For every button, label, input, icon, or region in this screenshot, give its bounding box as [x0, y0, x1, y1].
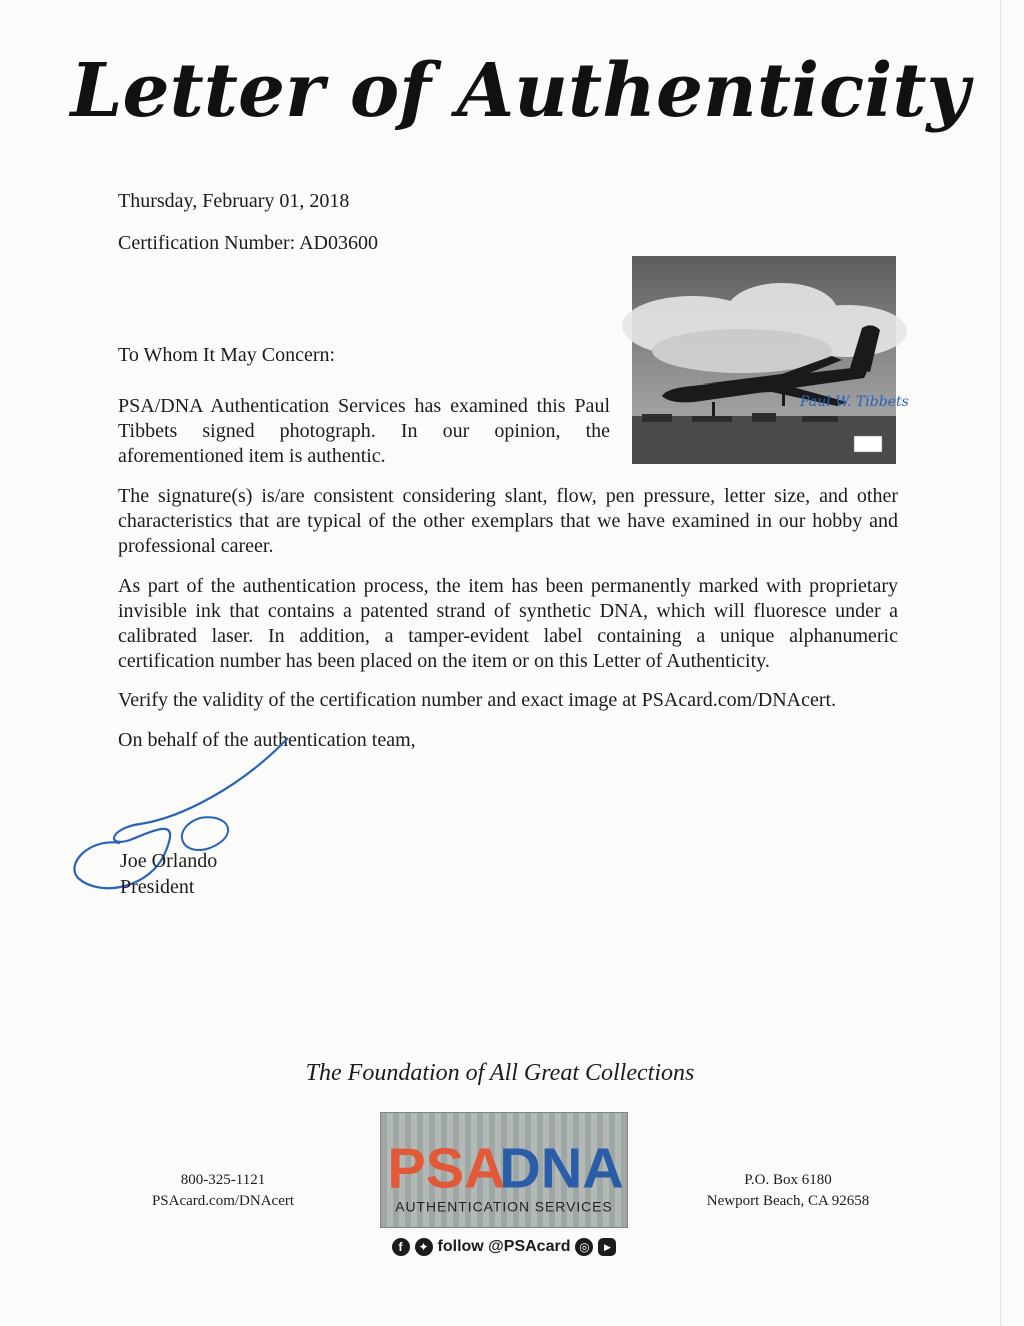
twitter-icon[interactable]: ✦ — [415, 1238, 433, 1256]
mailing-address — [668, 1170, 908, 1212]
psa-dna-logo — [380, 1112, 628, 1228]
paragraph-examined: PSA/DNA Authentication Services has examined this Paul Tibbets signed photograph. In our opinion, the aforementioned item is authentic. — [118, 395, 610, 467]
logo-subtitle: AUTHENTICATION SERVICES — [395, 1198, 613, 1215]
paragraph-signature: The signature(s) is/are consistent considering slant, flow, pen pressure, letter size, and other characteristics that are typical of the other exemplars that we have examined in our hobby and professional career. — [118, 485, 898, 557]
letter-title — [70, 24, 970, 174]
certification-number: Certification Number: AD03600 — [118, 232, 378, 254]
paragraph-verify: Verify the validity of the certification number and exact image at PSAcard.com/DNAcert. — [118, 689, 837, 711]
closing: On behalf of the authentication team, — [118, 729, 416, 751]
signed-photograph — [632, 256, 909, 464]
contact-info — [118, 1170, 328, 1212]
photo-autograph: Paul W. Tibbets — [800, 394, 909, 410]
salutation: To Whom It May Concern: — [118, 344, 336, 366]
logo-psa-text: PSA — [387, 1136, 506, 1201]
website-link: PSAcard.com/DNAcert — [151, 1193, 295, 1209]
facebook-icon[interactable]: f — [392, 1238, 410, 1256]
signer-name: Joe Orlando — [120, 850, 218, 872]
authentication-sticker — [854, 436, 882, 452]
page-edge — [1000, 0, 1001, 1326]
follow-text: follow @PSAcard — [437, 1238, 571, 1255]
social-follow-row — [384, 1232, 624, 1262]
city-state-zip: Newport Beach, CA 92658 — [706, 1193, 870, 1209]
po-box: P.O. Box 6180 — [744, 1172, 832, 1188]
phone-number: 800-325-1121 — [180, 1172, 266, 1188]
paragraph-process: As part of the authentication process, the item has been permanently marked with proprietary invisible ink that contains a patented strand of synthetic DNA, which will fluoresce under a calibrated laser. In addition, a tamper-evident label containing a unique alphanumeric certification number has been placed on the item or on this Letter of Authenticity. — [118, 575, 898, 672]
letter-title-text: Letter of Authenticity — [70, 48, 970, 134]
signer-title: President — [120, 876, 195, 898]
youtube-icon[interactable]: ▶ — [598, 1238, 616, 1256]
letter-date: Thursday, February 01, 2018 — [118, 190, 350, 212]
instagram-icon[interactable]: ◎ — [575, 1238, 593, 1256]
logo-dna-text: DNA — [499, 1136, 624, 1201]
footer-tagline: The Foundation of All Great Collections — [305, 1060, 695, 1086]
